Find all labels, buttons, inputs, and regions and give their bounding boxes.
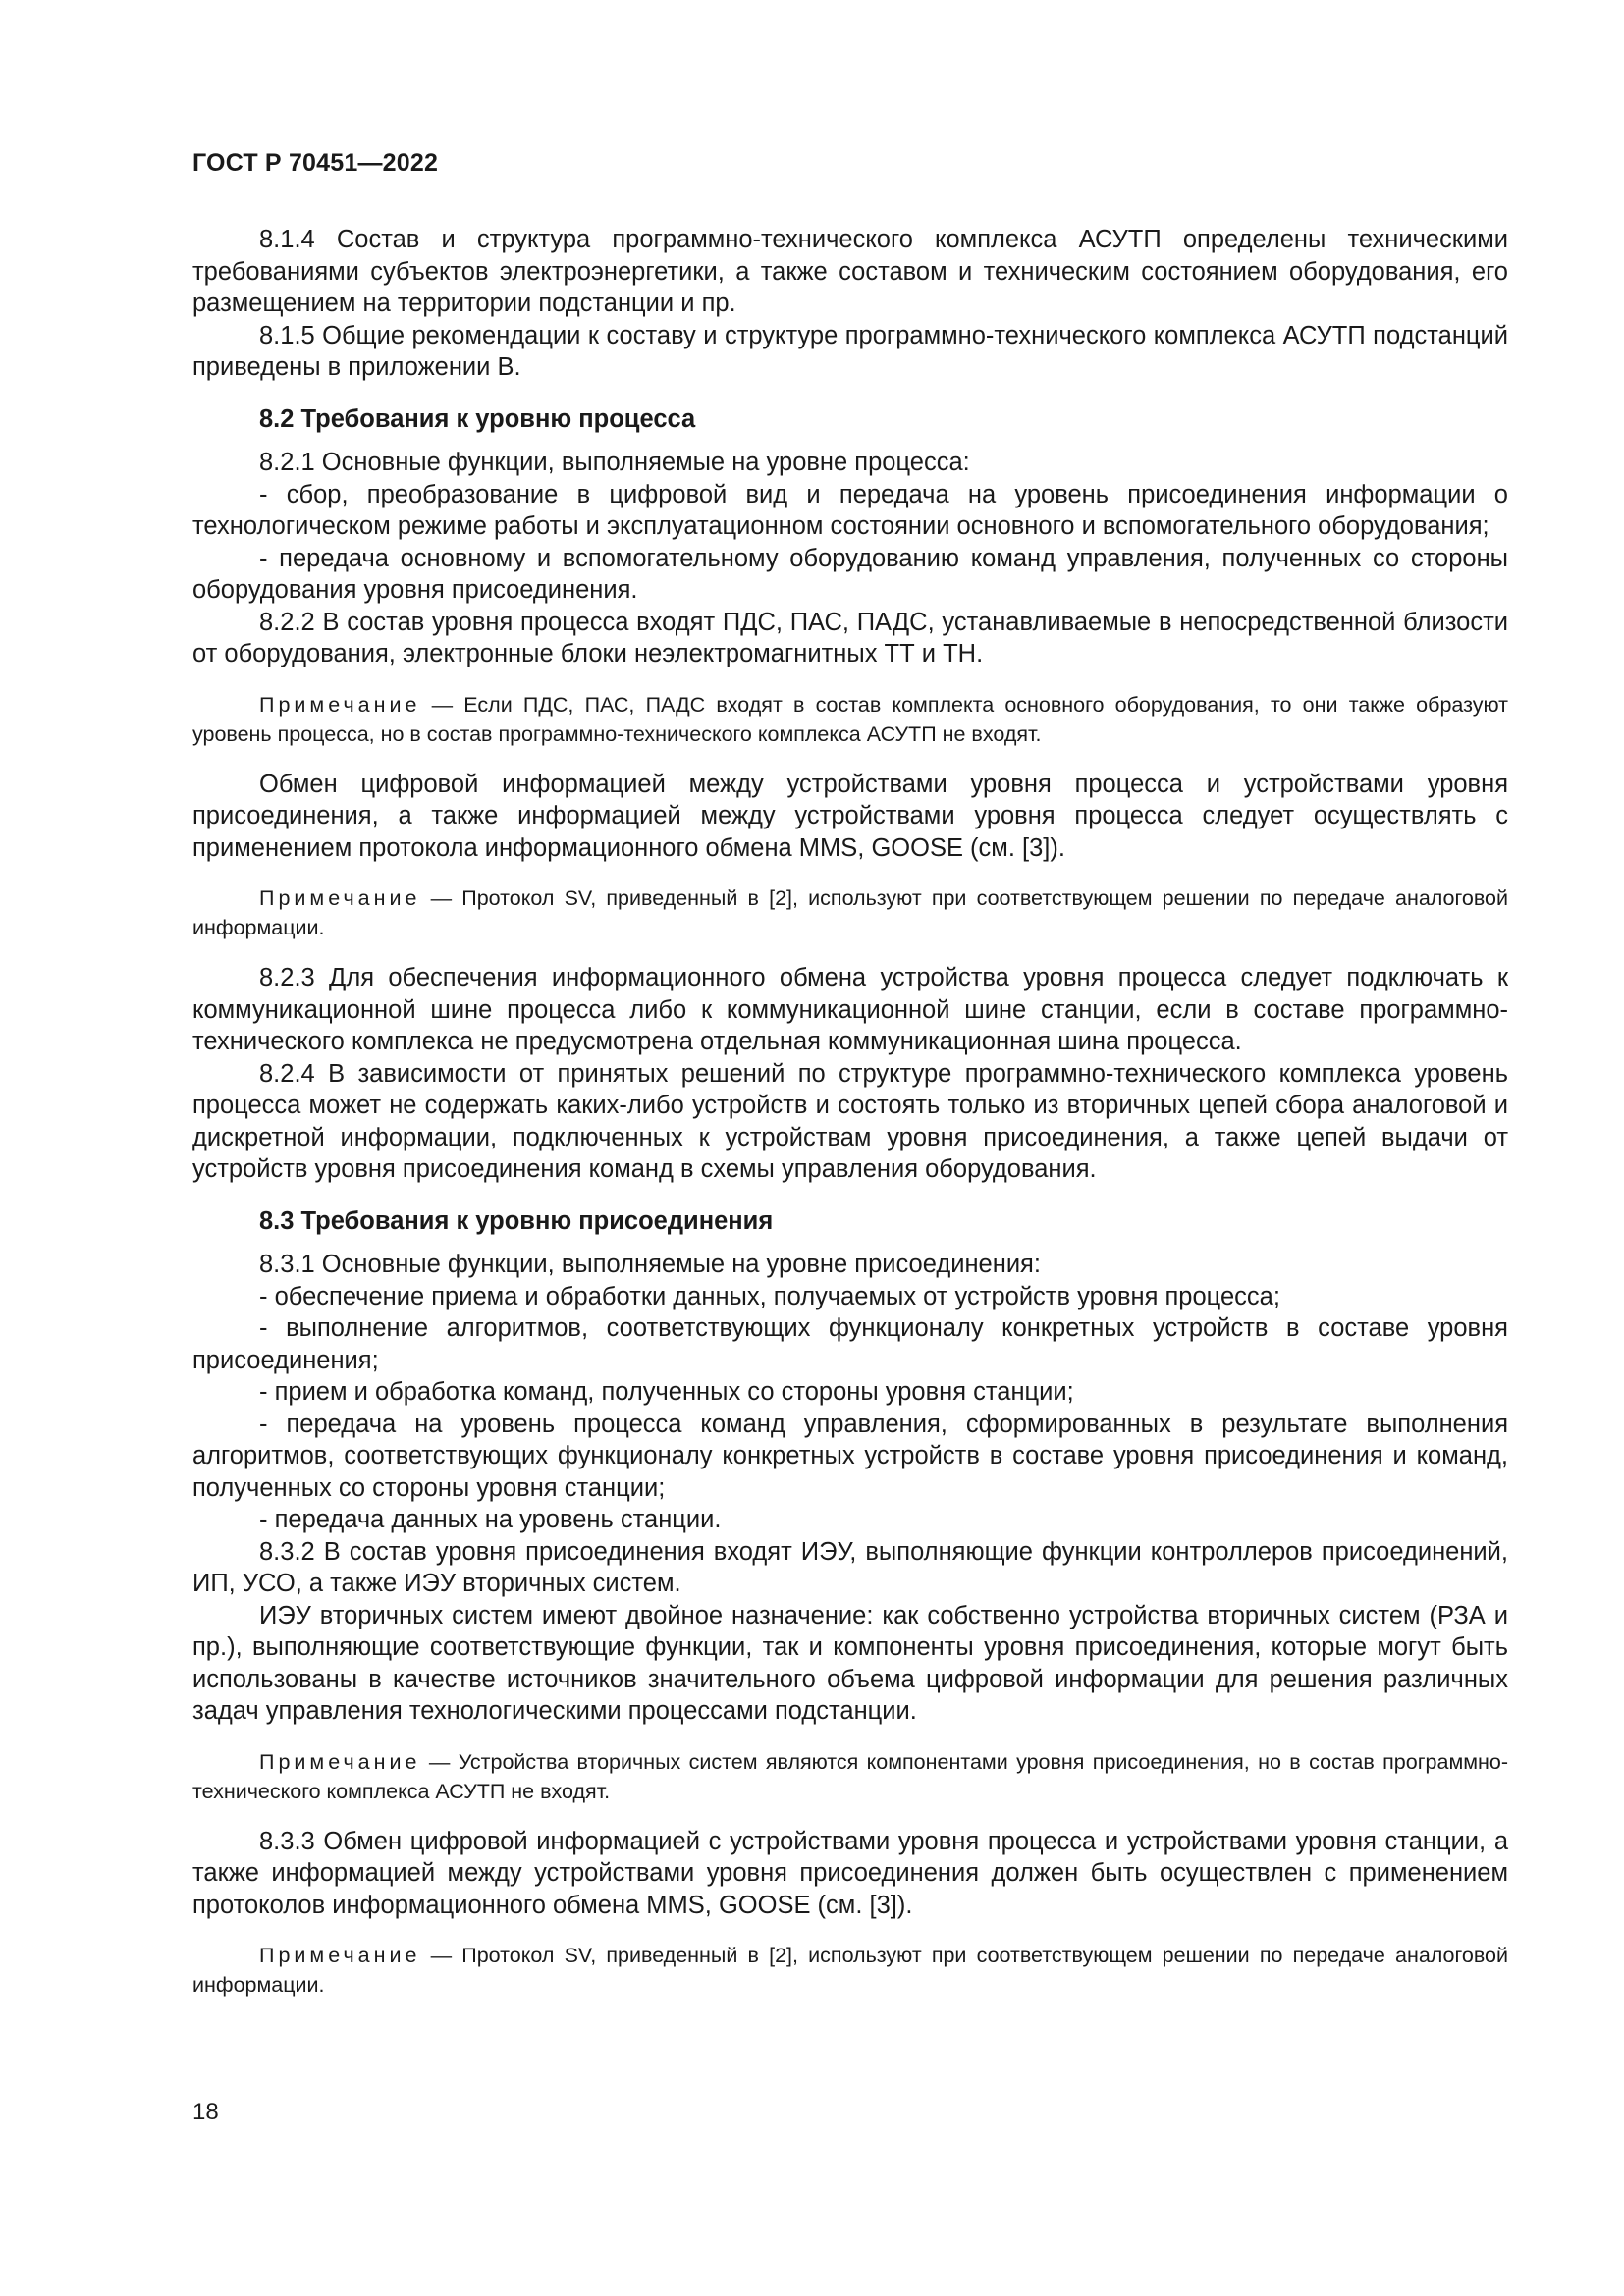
paragraph-8-2-4: 8.2.4 В зависимости от принятых решений по структуре программно-технического комплекса уровень процесса может не содержать каких-либо устройств и состоять только из вторичных цепей сбора аналоговой и дискретной информации, подключенных к устройствам уровня присоединения, а также цепей выдачи от устройств уровня присоединения команд в схемы управления оборудования.	[192, 1059, 1508, 1183]
list-item-8-2-1-b: - передача основному и вспомогательному оборудованию команд управления, полученных со стороны оборудования уровня присоединения.	[192, 544, 1508, 604]
paragraph-8-1-4: 8.1.4 Состав и структура программно-технического комплекса АСУТП определены техническими требованиями субъектов электроэнергетики, а также составом и техническим состоянием оборудования, его размещением на территории подстанции и пр.	[192, 226, 1508, 317]
paragraph-8-3-3: 8.3.3 Обмен цифровой информацией с устройствами уровня процесса и устройствами уровня станции, а также информацией между устройствами уровня присоединения должен быть осуществлен с применением протоколов информационного обмена MMS, GOOSE (см. [3]).	[192, 1827, 1508, 1919]
note-4	[192, 1941, 1508, 2000]
paragraph-exchange-process: Обмен цифровой информацией между устройствами уровня процесса и устройствами уровня присоединения, а также информацией между устройствами уровня процесса следует осуществлять с применением протокола информационного обмена MMS, GOOSE (см. [3]).	[192, 770, 1508, 862]
note-3-text: — Устройства вторичных систем являются компонентами уровня присоединения, но в состав программно-технического комплекса АСУТП не входят.	[192, 1749, 1508, 1803]
note-label: Примечание	[259, 1749, 421, 1774]
paragraph-8-1-5: 8.1.5 Общие рекомендации к составу и структуре программно-технического комплекса АСУТП подстанций приведены в приложении В.	[192, 321, 1508, 381]
note-1-text: — Если ПДС, ПАС, ПАДС входят в состав комплекта основного оборудования, то они также образуют уровень процесса, но в состав программно-технического комплекса АСУТП не входят.	[192, 692, 1508, 746]
list-item-8-3-1-b: - выполнение алгоритмов, соответствующих функционалу конкретных устройств в составе уровня присоединения;	[192, 1314, 1508, 1374]
paragraph-8-3-2: 8.3.2 В состав уровня присоединения входят ИЭУ, выполняющие функции контроллеров присоединений, ИП, УСО, а также ИЭУ вторичных систем.	[192, 1537, 1508, 1597]
note-4-text: — Протокол SV, приведенный в [2], используют при соответствующем решении по передаче аналоговой информации.	[192, 1944, 1508, 1997]
note-3	[192, 1747, 1508, 1806]
paragraph-8-2-3: 8.2.3 Для обеспечения информационного обмена устройства уровня процесса следует подключать к коммуникационной шине процесса либо к коммуникационной шине станции, если в составе программно-технического комплекса не предусмотрена отдельная коммуникационная шина процесса.	[192, 964, 1508, 1055]
section-heading-8-2: 8.2 Требования к уровню процесса	[259, 404, 696, 433]
section-heading-8-3: 8.3 Требования к уровню присоединения	[259, 1206, 774, 1235]
note-2-text: — Протокол SV, приведенный в [2], используют при соответствующем решении по передаче аналоговой информации.	[192, 886, 1508, 939]
page-number: 18	[192, 2099, 219, 2125]
note-1	[192, 690, 1508, 749]
paragraph-8-2-2: 8.2.2 В состав уровня процесса входят ПДС, ПАС, ПАДС, устанавливаемые в непосредственной близости от оборудования, электронные блоки неэлектромагнитных ТТ и ТН.	[192, 608, 1508, 667]
paragraph-8-2-1: 8.2.1 Основные функции, выполняемые на уровне процесса:	[259, 449, 970, 476]
note-2	[192, 883, 1508, 942]
list-item-8-2-1-a: - сбор, преобразование в цифровой вид и передача на уровень присоединения информации о технологическом режиме работы и эксплуатационном состоянии основного и вспомогательного оборудования;	[192, 480, 1508, 540]
list-item-8-3-1-d: - передача на уровень процесса команд управления, сформированных в результате выполнения алгоритмов, соответствующих функционалу конкретных устройств в составе уровня присоединения и команд, полученных со стороны уровня станции;	[192, 1410, 1508, 1502]
list-item-8-3-1-c: - прием и обработка команд, полученных со стороны уровня станции;	[259, 1378, 1074, 1406]
paragraph-ieu-secondary-systems: ИЭУ вторичных систем имеют двойное назначение: как собственно устройства вторичных систем (РЗА и пр.), выполняющие соответствующие функции, так и компоненты уровня присоединения, которые могут быть использованы в качестве источников значительного объема цифровой информации для решения различных задач управления технологическими процессами подстанции.	[192, 1601, 1508, 1725]
page-header-standard: ГОСТ Р 70451—2022	[192, 149, 439, 177]
note-label: Примечание	[259, 1944, 421, 1967]
list-item-8-3-1-a: - обеспечение приема и обработки данных, получаемых от устройств уровня процесса;	[259, 1282, 1280, 1310]
list-item-8-3-1-e: - передача данных на уровень станции.	[259, 1506, 722, 1533]
note-label: Примечание	[259, 692, 421, 717]
note-label: Примечание	[259, 886, 421, 910]
page-content	[192, 224, 1508, 2000]
paragraph-8-3-1: 8.3.1 Основные функции, выполняемые на уровне присоединения:	[259, 1251, 1041, 1278]
